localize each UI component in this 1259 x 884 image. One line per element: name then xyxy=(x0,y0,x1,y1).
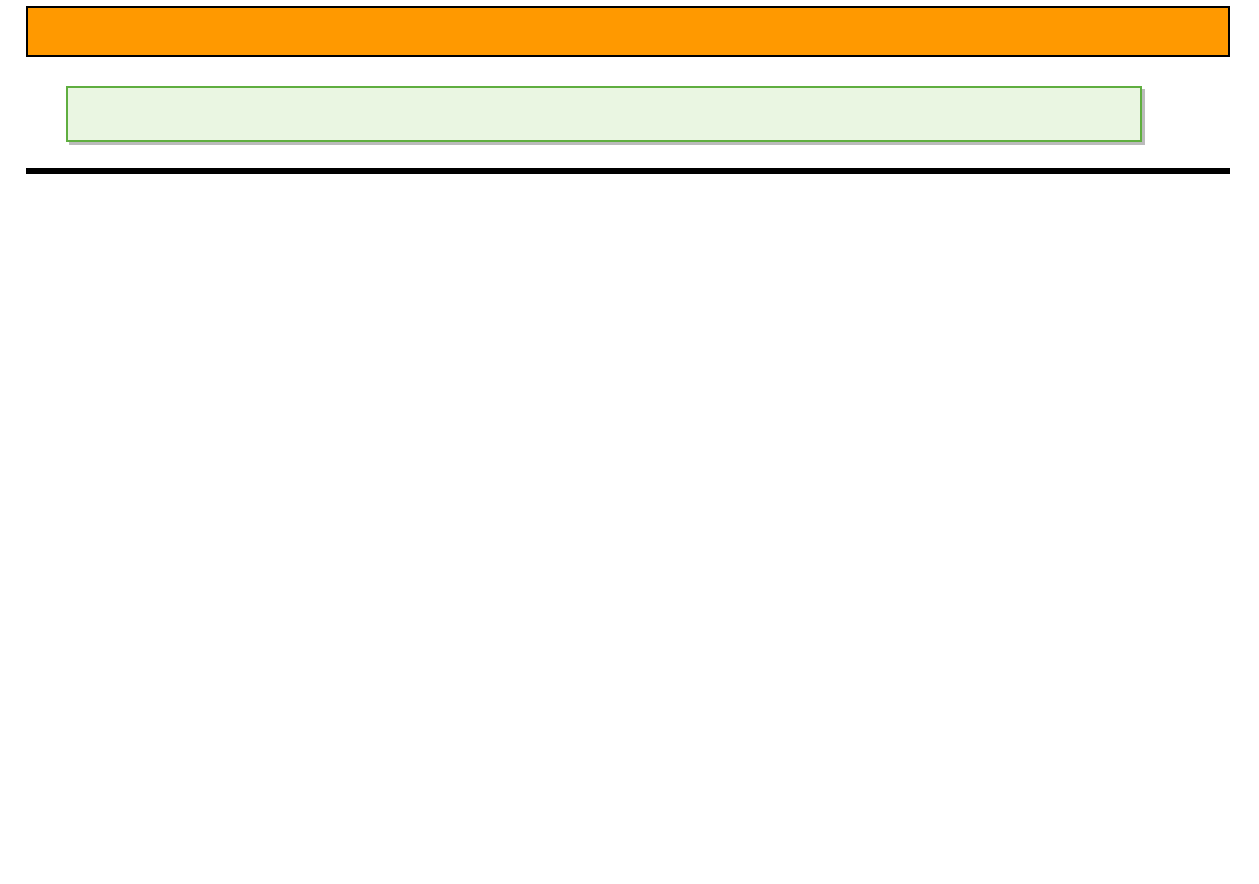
table-block-2 xyxy=(428,168,829,174)
table-block-3 xyxy=(829,168,1230,174)
summary-note xyxy=(66,86,1142,142)
page-title xyxy=(26,6,1230,57)
table-block-1 xyxy=(26,168,428,174)
